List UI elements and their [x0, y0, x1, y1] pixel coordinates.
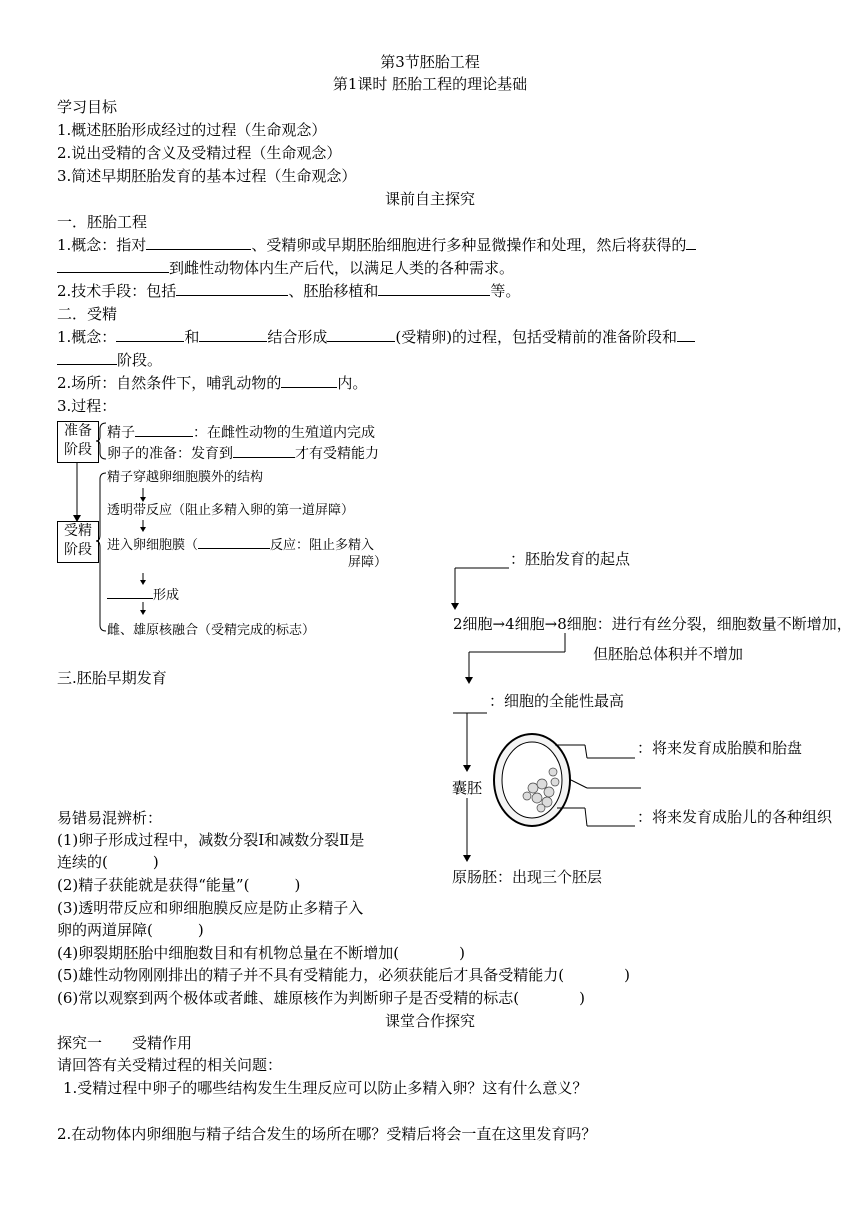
s2-line2: 阶段。 [57, 350, 162, 370]
judge-item-1-cont: 连续的( ) [57, 853, 159, 871]
judge-heading: 易错易混辨析： [57, 809, 163, 827]
inner-cell-mass-label: ：将来发育成胎儿的各种组织 [637, 808, 833, 826]
blastocyst-label: 囊胚 [452, 779, 483, 797]
embryo-diagram [445, 540, 845, 900]
goals-heading: 学习目标 [57, 98, 118, 116]
fert-step-3: 进入卵细胞膜（ 反应：阻止多精入 [107, 534, 374, 556]
blastocyst-icon [494, 734, 570, 826]
judge-item-5: (5)雄性动物刚刚排出的精子并不具有受精能力，必须获能后才具备受精能力( ) [57, 966, 630, 984]
judge-item-2: (2)精子获能就是获得“能量”( ) [57, 876, 301, 894]
explore-heading: 探究一 受精作用 [57, 1034, 193, 1052]
preclass-heading: 课前自主探究 [384, 190, 475, 208]
goal-item: 3.简述早期胚胎发育的基本过程（生命观念） [57, 167, 357, 185]
fert-step-5: 雌、雄原核融合（受精完成的标志） [107, 623, 316, 638]
judge-item-6: (6)常以观察到两个极体或者雌、雄原核作为判断卵子是否受精的标志( ) [57, 989, 585, 1007]
fert-step-3-cont: 屏障） [348, 555, 388, 570]
goal-item: 2.说出受精的含义及受精过程（生命观念） [57, 144, 342, 162]
page-title: 第3节胚胎工程 [380, 53, 480, 71]
fert-stage-box: 受精 阶段 [57, 521, 99, 563]
section2-heading: 二．受精 [57, 305, 118, 323]
section1-heading: 一．胚胎工程 [57, 213, 148, 231]
s1-line2: 到雌性动物体内生产后代，以满足人类的各种需求。 [57, 258, 514, 278]
s2-line4: 3.过程： [57, 397, 117, 415]
zygote-label: ：胚胎发育的起点 [510, 550, 631, 568]
prep-egg: 卵子的准备：发育到 才有受精能力 [107, 443, 379, 464]
judge-item-3: (3)透明带反应和卵细胞膜反应是防止多精子入 [57, 899, 364, 917]
judge-item-3-cont: 卵的两道屏障( ) [57, 921, 204, 939]
fert-step-2: 透明带反应（阻止多精入卵的第一道屏障） [107, 503, 355, 518]
prep-stage-box: 准备 阶段 [57, 421, 99, 463]
cleavage-label-cont: 但胚胎总体积并不增加 [593, 645, 744, 663]
s2-line3: 2.场所：自然条件下，哺乳动物的 内。 [57, 374, 368, 392]
goal-item: 1.概述胚胎形成经过的过程（生命观念） [57, 121, 327, 139]
judge-item-4: (4)卵裂期胚胎中细胞数目和有机物总量在不断增加( ) [57, 944, 465, 962]
fert-step-1: 精子穿越卵细胞膜外的结构 [107, 470, 264, 485]
morula-label: ：细胞的全能性最高 [489, 692, 625, 710]
lesson-subtitle: 第1课时 胚胎工程的理论基础 [332, 75, 528, 93]
s2-line1: 1.概念： 和 结合形成 (受精卵)的过程，包括受精前的准备阶段和 [57, 327, 695, 347]
trophoblast-label: ：将来发育成胎膜和胎盘 [637, 739, 803, 757]
question-1: 1.受精过程中卵子的哪些结构发生生理反应可以防止多精入卵？这有什么意义？ [63, 1079, 588, 1097]
cleavage-label: 2细胞→4细胞→8细胞：进行有丝分裂，细胞数量不断增加， [453, 615, 852, 633]
fert-step-4: 形成 [107, 584, 179, 606]
s1-line3: 2.技术手段：包括 、胚胎移植和 等。 [57, 282, 521, 300]
explore-prompt: 请回答有关受精过程的相关问题： [57, 1056, 283, 1074]
question-2: 2.在动物体内卵细胞与精子结合发生的场所在哪？受精后将会一直在这里发育吗？ [57, 1125, 597, 1143]
gastrula-label: 原肠胚：出现三个胚层 [452, 868, 603, 886]
judge-item-1: (1)卵子形成过程中，减数分裂Ⅰ和减数分裂Ⅱ是 [57, 831, 365, 849]
s1-line1: 1.概念：指对 、受精卵或早期胚胎细胞进行多种显微操作和处理，然后将获得的 [57, 235, 696, 255]
inclass-heading: 课堂合作探究 [384, 1012, 475, 1030]
section3-heading: 三.胚胎早期发育 [57, 669, 167, 687]
prep-sperm: 精子 ：在雌性动物的生殖道内完成 [107, 422, 375, 443]
